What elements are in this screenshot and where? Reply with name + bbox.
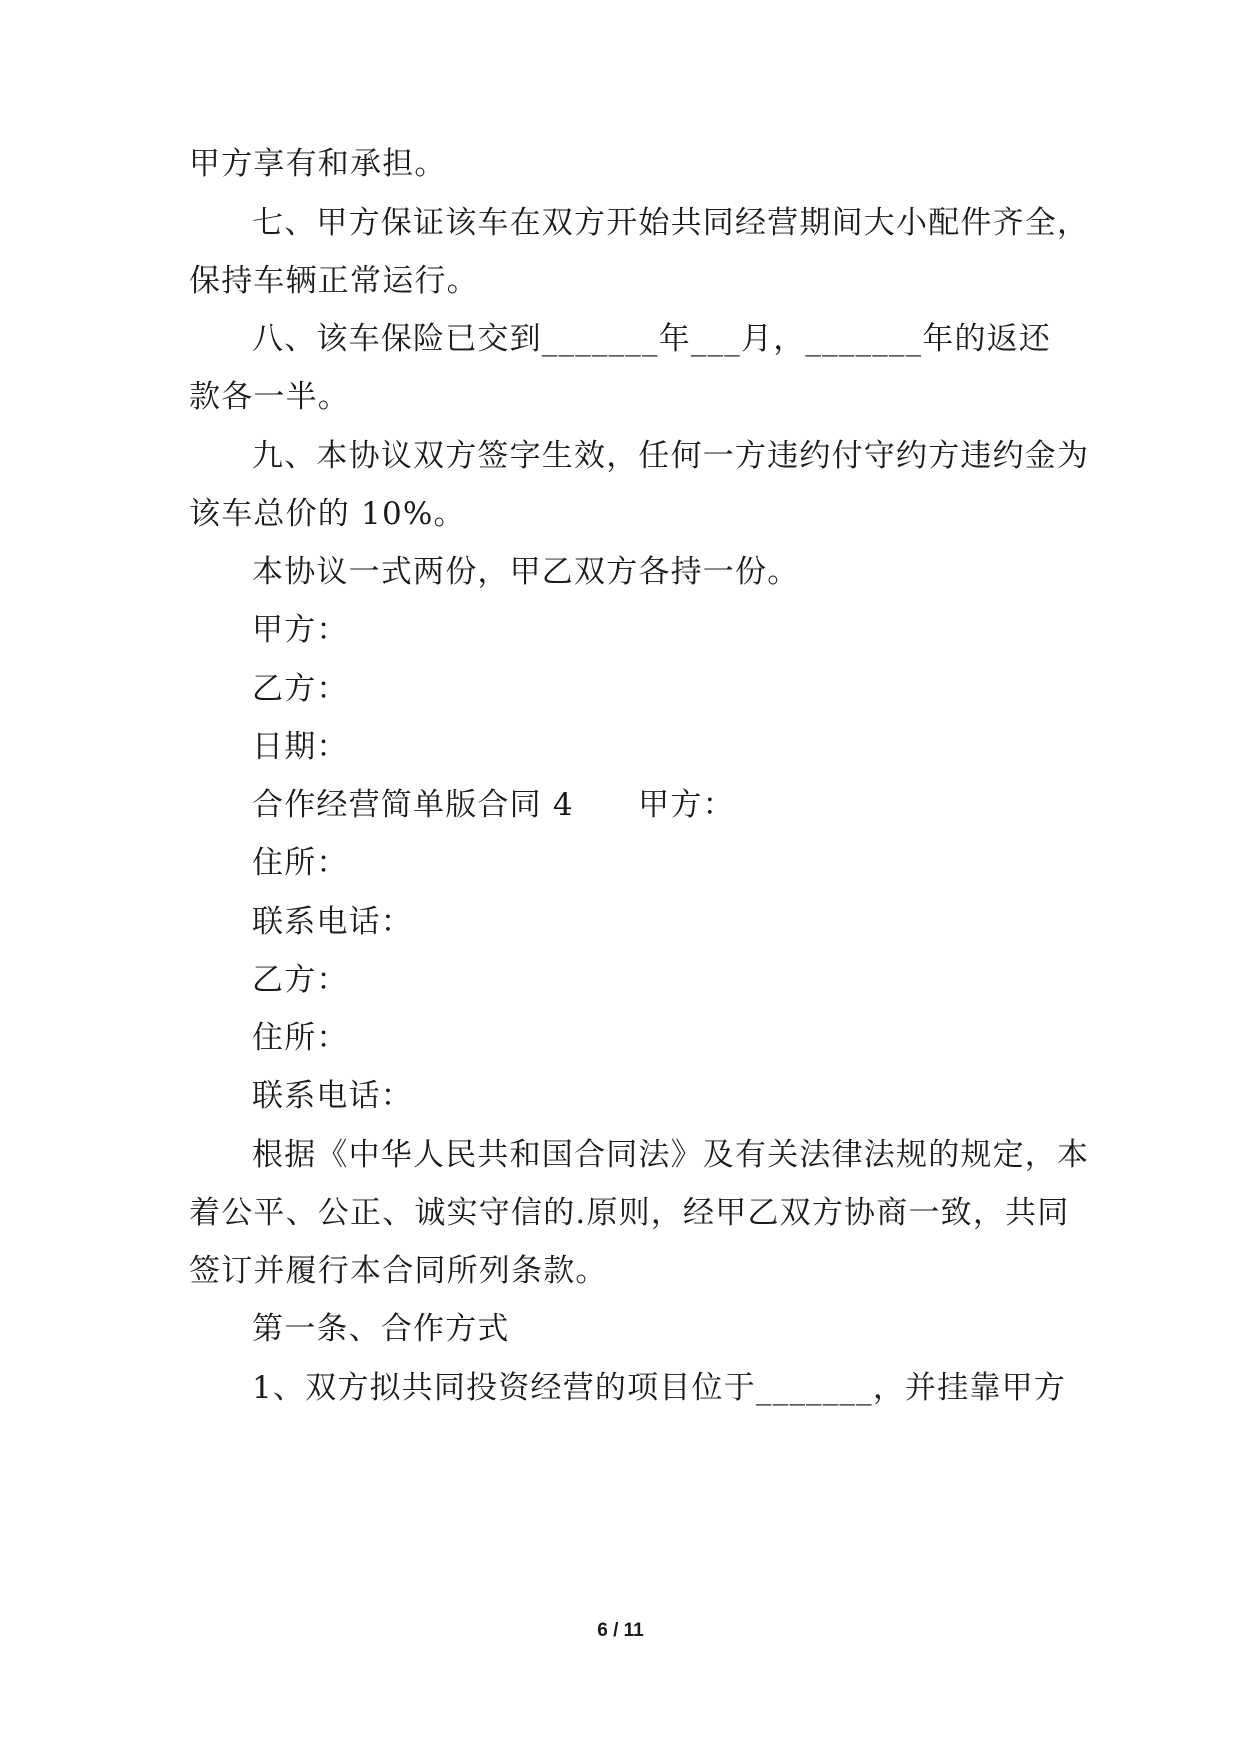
text-line: 八、该车保险已交到_______年___月，_______年的返还 — [252, 321, 1052, 357]
address-field-party-b: 住所： — [252, 1020, 349, 1056]
text-line: 九、本协议双方签字生效，任何一方违约付守约方违约金为 — [252, 438, 1090, 474]
party-b-field: 乙方： — [252, 962, 349, 998]
page-number: 6 / 11 — [597, 1620, 644, 1641]
phone-field-party-b: 联系电话： — [252, 1078, 413, 1114]
text-line: 甲方享有和承担。 — [189, 146, 447, 182]
signature-field-party-b: 乙方： — [252, 671, 349, 707]
signature-field-party-a: 甲方： — [252, 612, 349, 648]
text-line: 该车总价的 10%。 — [189, 496, 466, 532]
text-line: 七、甲方保证该车在双方开始共同经营期间大小配件齐全， — [252, 205, 1090, 241]
text-line: 签订并履行本合同所列条款。 — [189, 1253, 608, 1289]
section-heading: 合作经营简单版合同 4 甲方： — [252, 787, 735, 823]
text-line: 着公平、公正、诚实守信的.原则，经甲乙双方协商一致，共同 — [189, 1195, 1070, 1231]
text-line: 本协议一式两份，甲乙双方各持一份。 — [252, 554, 800, 590]
text-line: 根据《中华人民共和国合同法》及有关法律法规的规定，本 — [252, 1137, 1090, 1173]
text-line: 保持车辆正常运行。 — [189, 263, 479, 299]
article-heading: 第一条、合作方式 — [252, 1311, 510, 1347]
address-field-party-a: 住所： — [252, 845, 349, 881]
text-line: 款各一半。 — [189, 379, 350, 415]
phone-field-party-a: 联系电话： — [252, 904, 413, 940]
text-line: 1、双方拟共同投资经营的项目位于_______，并挂靠甲方 — [252, 1370, 1067, 1406]
date-field: 日期： — [252, 729, 349, 765]
